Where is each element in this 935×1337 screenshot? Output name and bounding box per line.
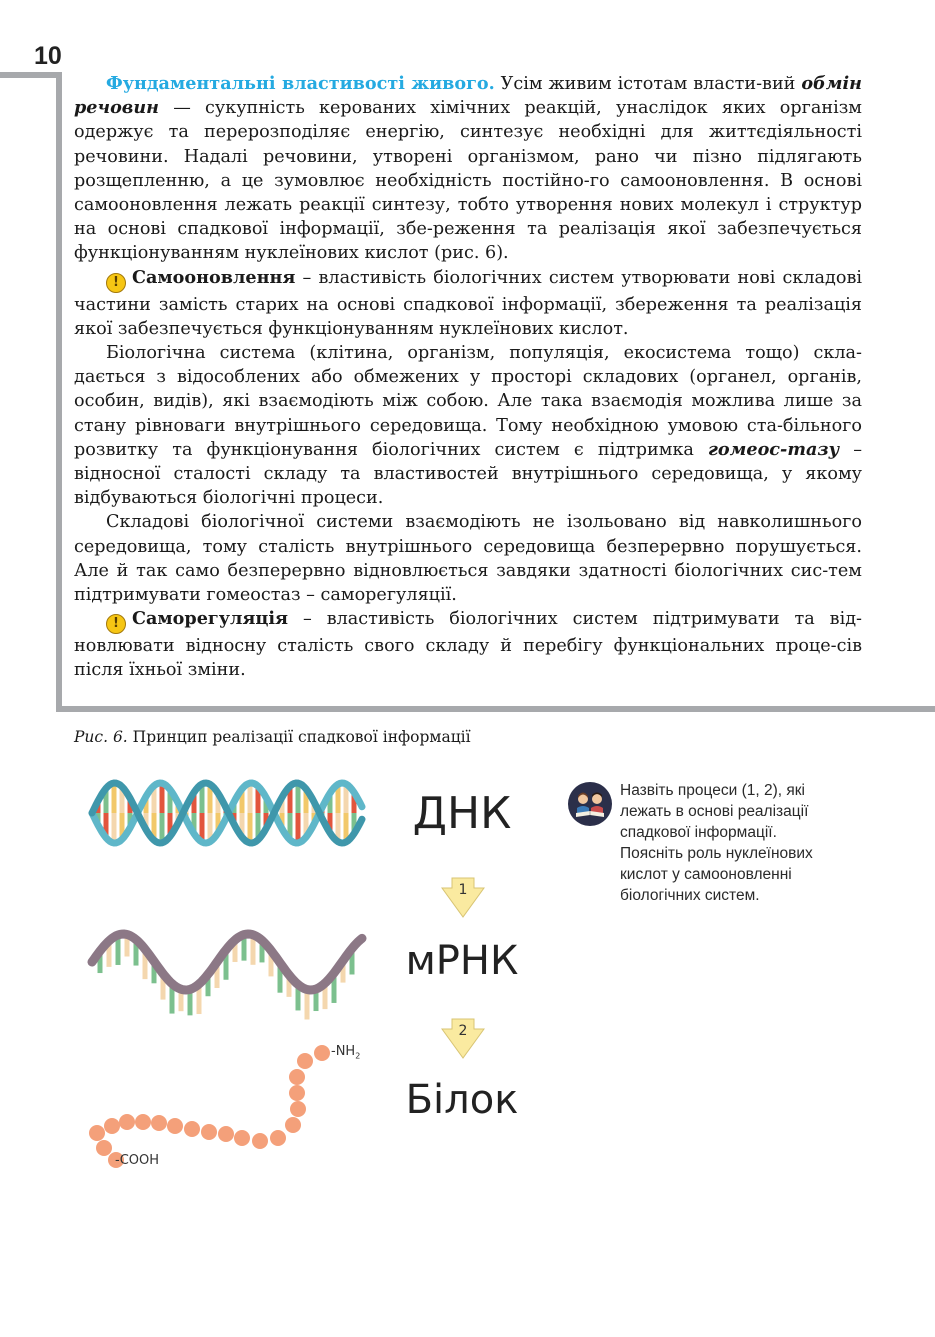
text-line: Біологічна система (клітина, організм, популяція, екосистема тощо) скла- xyxy=(106,343,862,364)
section-heading: Фундаментальні властивості живого. xyxy=(106,73,495,94)
amino-acid-bead xyxy=(151,1115,167,1131)
text-line: сів після їхньої зміни. xyxy=(74,636,862,681)
text-line: го самооновлення. В основі самооновлення лежать реакції синтезу, тобто xyxy=(74,170,862,216)
carboxyl-terminus-label: -COOH xyxy=(115,1153,160,1168)
text-line: — сукупність керованих хімічних реакцій, унаслідок xyxy=(158,98,708,119)
protein-chain xyxy=(89,1045,330,1168)
amino-group-subscript: 2 xyxy=(355,1051,361,1061)
text-line: та реалізація якої забезпечується функціонуванням нуклеїнових кислот. xyxy=(74,294,862,339)
question-line: Поясніть роль нуклеїнових xyxy=(620,845,813,862)
text-line: – властивість біологічних систем підтримувати та від- xyxy=(288,609,862,630)
question-box xyxy=(620,780,870,906)
text-line: життєдіяльності речовини. Надалі речовини, утворені організмом, рано xyxy=(74,122,862,167)
students-reading-icon xyxy=(568,782,612,826)
amino-acid-bead xyxy=(289,1069,305,1085)
amino-acid-bead xyxy=(314,1045,330,1061)
text-line: більного розвитку та функціонування біологічних систем є підтримка xyxy=(74,415,862,460)
amino-acid-bead xyxy=(184,1121,200,1137)
dna-double-helix xyxy=(92,783,362,843)
text-line: утворення нових молекул і структур на основі спадкової інформації, збе- xyxy=(74,195,862,240)
text-line: Усім живим істотам власти- xyxy=(494,74,763,94)
question-line: біологічних систем. xyxy=(620,887,760,904)
text-line: чи пізно підлягають розщепленню, а це зумовлює необхідність постійно- xyxy=(74,146,862,191)
amino-acid-bead xyxy=(167,1118,183,1134)
amino-acid-bead xyxy=(104,1118,120,1134)
text-line: тем підтримувати гомеостаз – саморегуляції. xyxy=(74,560,862,606)
text-line: вий xyxy=(762,74,802,94)
amino-acid-bead xyxy=(289,1085,305,1101)
stage-label-protein: Білок xyxy=(405,1077,519,1123)
page-number: 10 xyxy=(34,42,62,70)
amino-acid-bead xyxy=(218,1126,234,1142)
term-homeostasis: гомеос- xyxy=(708,438,788,460)
amino-acid-bead xyxy=(119,1114,135,1130)
amino-group-text: -NH xyxy=(331,1044,356,1059)
figure-caption-text: Принцип реалізації спадкової інформації xyxy=(127,728,471,746)
question-line: спадкової інформації. xyxy=(620,824,777,841)
text-line: складові частини замість старих на основі спадкової інформації, збереження xyxy=(74,267,863,315)
mrna-strand xyxy=(92,934,362,1020)
arrow-number-1: 1 xyxy=(458,882,468,898)
term-self-regulation: Саморегуляція xyxy=(132,608,289,630)
text-line: дається з відособлених або обмежених у просторі складових (органел, органів, xyxy=(74,367,862,388)
text-line: за стану рівноваги внутрішнього середовища. Тому необхідною умовою ста- xyxy=(74,391,862,436)
text-line: особин, видів), які взаємодіють між собою. Але така взаємодія можлива лише xyxy=(74,391,834,412)
exclamation-icon: ! xyxy=(106,273,126,293)
text-line: кислот (рис. 6). xyxy=(364,243,509,264)
amino-acid-bead xyxy=(270,1130,286,1146)
text-line: новлювати відносну сталість свого складу й перебігу функціональних проце- xyxy=(74,636,837,657)
text-line: – відносної сталості складу та властивостей внутрішнього середовища, у xyxy=(74,439,862,485)
term-metabolism: обмін речовин xyxy=(74,73,862,119)
term-homeostasis-end: тазу xyxy=(787,438,840,460)
question-line: лежать в основі реалізації xyxy=(620,803,809,820)
amino-acid-bead xyxy=(96,1140,112,1156)
amino-terminus-label xyxy=(331,1044,360,1061)
text-line: якому відбуваються біологічні процеси. xyxy=(74,464,862,509)
text-line: – властивість біологічних систем утворювати нові xyxy=(295,267,776,288)
question-line: Назвіть процеси (1, 2), які xyxy=(620,782,805,799)
stage-label-dna: ДНК xyxy=(412,788,512,839)
amino-acid-bead xyxy=(285,1117,301,1133)
amino-acid-bead xyxy=(290,1101,306,1117)
amino-acid-bead xyxy=(89,1125,105,1141)
exclamation-icon: ! xyxy=(106,614,126,634)
stage-label-mrna: мРНК xyxy=(405,938,519,984)
text-line: реження та реалізація якої забезпечується функціонуванням нуклеїнових xyxy=(74,219,863,264)
amino-acid-bead xyxy=(297,1053,313,1069)
amino-acid-bead xyxy=(201,1124,217,1140)
term-self-renewal: Самооновлення xyxy=(132,266,296,288)
figure-caption-ref: Рис. 6. xyxy=(74,728,128,746)
amino-acid-bead xyxy=(234,1130,250,1146)
amino-acid-bead xyxy=(135,1114,151,1130)
text-line: Складові біологічної системи взаємодіють не ізольовано від навколишнього xyxy=(106,512,862,533)
text-line: яких організм одержує та перерозподіляє енергію, синтезує необхідні для xyxy=(74,98,862,143)
question-line: кислот у самооновленні xyxy=(620,866,792,883)
text-line: Але й так само безперервно відновлюється завдяки здатності біологічних сис- xyxy=(74,560,829,581)
text-line: середовища, тому сталість внутрішнього середовища безперервно порушується. xyxy=(74,536,862,557)
arrow-number-2: 2 xyxy=(458,1023,468,1039)
amino-acid-bead xyxy=(252,1133,268,1149)
